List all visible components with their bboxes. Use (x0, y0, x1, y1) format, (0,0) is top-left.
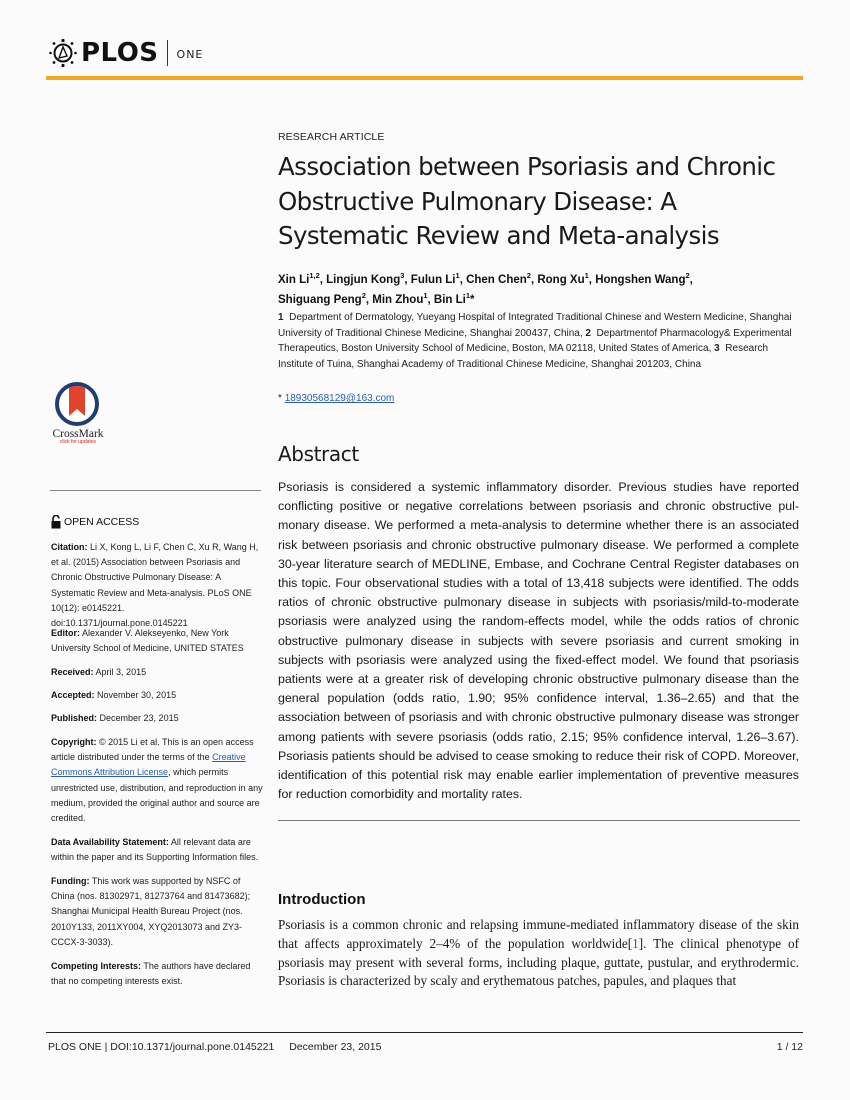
author[interactable]: Lingjun Kong$^3$ (326, 271, 405, 286)
abstract-divider (278, 820, 800, 821)
crossmark-sublabel: click for updates (59, 439, 97, 445)
author[interactable]: Xin Li$^{1,2}$ (278, 271, 320, 286)
logo-divider (167, 40, 168, 66)
footer-date: December 23, 2015 (289, 1041, 382, 1053)
crossmark-icon (55, 382, 99, 426)
crossmark-badge[interactable] (48, 382, 108, 445)
published-date: Published: December 23, 2015 (51, 713, 179, 723)
introduction-text: Psoriasis is a common chronic and relapsing immune-mediated inflammatory disease of the skin that affects approximately 2–4% of the population worldwide[1]. The clinical phenotype of psoriasis may present with several forms, including plaque, guttate, pustular, and erythrodermic. Psoriasis is characterized by scaly and erythematous patches, papules, and plaques that (278, 917, 799, 989)
crossmark-label: CrossMark (52, 428, 104, 440)
accepted-date: Accepted: November 30, 2015 (51, 690, 177, 700)
funding: Funding: This work was supported by NSFC of China (nos. 81302971, 81273764 and 81473682); Shanghai Municipal Health Bureau Project (nos. 2010Y133, 2011XY004, XYQ2013073 and ZY3-CCCX-3-3033). (51, 876, 251, 947)
page-number: 1 / 12 (776, 1041, 803, 1053)
article-title: Association between Psoriasis and Chronic Obstructive Pulmonary Disease: A Systematic Review and Meta-analysis (278, 152, 776, 250)
received-date: Received: April 3, 2015 (51, 667, 147, 677)
plos-wordmark: PLOS (81, 38, 159, 68)
footer-divider (46, 1032, 803, 1033)
abstract-heading: Abstract (278, 442, 359, 466)
footer-journal-doi: PLOS ONE | DOI:10.1371/journal.pone.0145221 (48, 1041, 275, 1053)
introduction-heading: Introduction (278, 891, 366, 908)
open-access-badge: OPEN ACCESS (51, 515, 139, 529)
editor: Editor: Alexander V. Alekseyenko, New York University School of Medicine, UNITED STATES (51, 628, 244, 654)
author-list: Xin Li$^{1,2}$, Lingjun Kong$^3$, Fulun Li$^1$, Chen Chen$^2$, Rong Xu$^1$, Hongshen Wang$^2$, Shiguang Peng$^2$, Min Zhou$^1$, Bin Li$^1$* (278, 271, 693, 306)
sidebar-divider (50, 490, 261, 491)
corresponding-email-link[interactable]: 18930568129@163.com (284, 393, 395, 404)
author[interactable]: Chen Chen$^2$ (466, 271, 531, 286)
author[interactable]: Bin Li$^1$ (433, 290, 471, 306)
affiliations: 1 Department of Dermatology, Yueyang Hospital of Integrated Traditional Chinese and Western Medicine, Shanghai University of Traditional Chinese Medicine, Shanghai 200437, China, 2 Departmentof Pharmacology& Experimental Therapeutics, Boston University School of Medicine, Boston, MA 02118, United States of America, 3 Research Institute of Tuina, Shanghai Academy of Traditional Chinese Medicine, Shanghai 201203, China (278, 312, 792, 370)
author[interactable]: Min Zhou$^1$ (372, 290, 428, 306)
citation: Citation: Li X, Kong L, Li F, Chen C, Xu R, Wang H, et al. (2015) Association between Psoriasis and Chronic Obstructive Pulmonary Disease: A Systematic Review and Meta-analysis. PLoS ONE 10(12): e0145221. doi:10.1371/journal.pone.0145221 (51, 542, 259, 629)
cc-license-link[interactable]: Creative Commons Attribution License (51, 752, 246, 778)
copyright: Copyright: © 2015 Li et al. This is an open access article distributed under the terms of the Creative Commons Attribution License, which permits unrestricted use, distribution, and reproduction in any medium, provided the original author and source are credited. (51, 737, 263, 824)
plos-one-logo[interactable] (48, 36, 203, 70)
header-accent-bar (46, 76, 803, 80)
author[interactable]: Fulun Li$^1$ (410, 271, 460, 286)
plos-globe-icon (48, 38, 78, 68)
author[interactable]: Shiguang Peng$^2$ (278, 290, 366, 306)
competing-interests: Competing Interests: The authors have declared that no competing interests exist. (51, 961, 251, 987)
data-availability: Data Availability Statement: All relevant data are within the paper and its Supporting Information files. (51, 837, 259, 863)
open-lock-icon (51, 515, 61, 529)
author[interactable]: Rong Xu$^1$ (537, 271, 589, 286)
footer-citation (48, 1041, 381, 1053)
article-type: RESEARCH ARTICLE (278, 131, 385, 143)
corresponding-author: * 18930568129@163.com (278, 393, 395, 404)
reference-link[interactable]: 1 (632, 935, 639, 951)
author[interactable]: Hongshen Wang$^2$ (595, 271, 690, 286)
journal-name: ONE (176, 47, 204, 61)
abstract-text: Psoriasis is considered a systemic inflammatory disorder. Previous studies have reported conflicting positive or negative correlations between psoriasis and chronic obstructive pulmonary disease. We performed a meta-analysis to determine whether there is an associated risk between psoriasis and chronic obstructive pulmonary disease. We performed a complete 30-year literature search of MEDLINE, Embase, and Cochrane Central Register databases on this topic. Four observational studies with a total of 13,418 subjects were identified. The odds ratios of chronic obstructive pulmonary disease in subjects with psoriasis/mild-to-moderate psoriasis were analyzed using the random-effects model, while the odds ratios of chronic obstructive pulmonary disease in subjects with severe psoriasis and current smoking in subjects with psoriasis were analyzed using the fixed-effect model. We found that psoriasis patients were at a greater risk of developing chronic obstructive pulmonary disease than the general population (odds ratio, 1.90; 95% confidence interval, 1.36–2.65) and that the association between of psoriasis and with chronic obstructive pulmonary disease was stronger among patients with severe psoriasis (odds ratio, 2.15; 95% confidence interval, 1.26–3.67). Psoriasis patients should be advised to cease smoking to reduce their risk of COPD. Moreover, identification of this potential risk may enable earlier implementation of preventive measures for reduction comorbidity and mortality rates. (278, 480, 799, 802)
